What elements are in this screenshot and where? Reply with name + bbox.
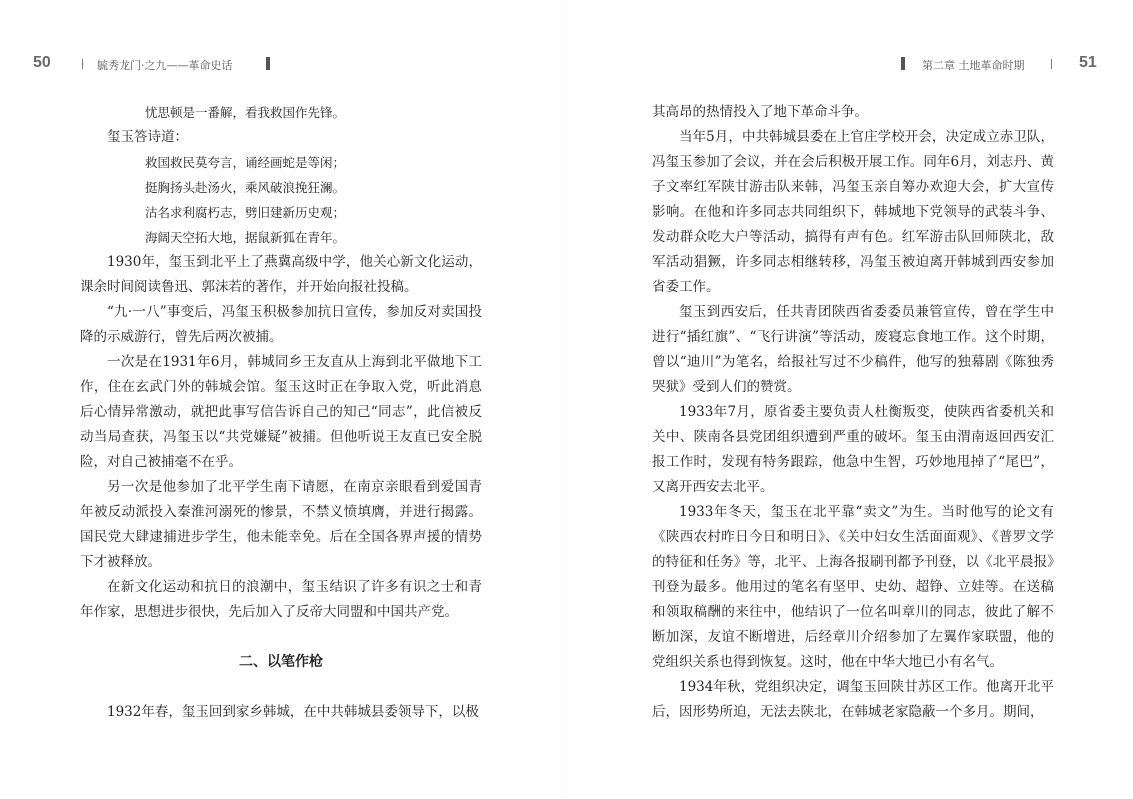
verse-line: 救国救民莫夸言，诵经画蛇是等闲；	[145, 155, 346, 170]
paragraph: 在新文化运动和抗日的浪潮中，玺玉结识了许多有识之士和青年作家，思想进步很快，先后加入了反帝大同盟和中国共产党。	[80, 579, 482, 620]
right-body-text	[652, 100, 1054, 725]
left-page	[0, 0, 566, 799]
paragraph: 1933年冬天，玺玉在北平靠“卖文”为生。当时他写的论文有《陕西农村昨日今日和明日》、《关中妇女生活面面观》、《普罗文学的特征和任务》等，北平、上海各报刷刊都予刊登，以《北平晨报》刊登为最多。他用过的笔名有坚甲、史幼、超铮、立娃等。在送稿和领取稿酬的来往中，他结识了一位名叫章川的同志，彼此了解不断加深，友谊不断增进，后经章川介绍参加了左翼作家联盟，他的党组织关系也得到恢复。这时，他在中华大地已小有名气。	[652, 504, 1054, 670]
header-divider	[82, 59, 83, 69]
paragraph: “九·一八”事变后，冯玺玉积极参加抗日宣传，参加反对卖国投降的示威游行，曾先后两次被捕。	[80, 304, 482, 345]
intro-line: 玺玉答诗道：	[107, 129, 188, 145]
header-marker	[266, 57, 270, 70]
paragraph: 一次是在1931年6月，韩城同乡王友直从上海到北平做地下工作，住在玄武门外的韩城会馆。玺玉这时正在争取入党，听此消息后心情异常激动，就把此事写信告诉自己的知己“同志”，此信被反动当局查获，冯玺玉以“共党嫌疑”被捕。但他听说王友直已安全脱险，对自己被捕毫不在乎。	[80, 354, 482, 470]
paragraph: 1933年7月，原省委主要负责人杜衡叛变，使陕西省委机关和关中、陕南各县党团组织遭到严重的破坏。玺玉由渭南返回西安汇报工作时，发现有特务跟踪，他急中生智，巧妙地甩掉了“尾巴”，又离开西安去北平。	[652, 404, 1054, 495]
page-number: 50	[33, 54, 51, 71]
paragraph: 1934年秋，党组织决定，调玺玉回陕甘苏区工作。他离开北平后，因形势所迫，无法去陕北，在韩城老家隐蔽一个多月。期间，	[652, 679, 1054, 720]
left-body-text	[80, 100, 482, 725]
paragraph: 另一次是他参加了北平学生南下请愿，在南京亲眼看到爱国青年被反动派投入秦淮河溺死的惨景，不禁义愤填膺，并进行揭露。国民党大肆逮捕进步学生，他未能幸免。后在全国各界声援的情势下才被释放。	[80, 479, 482, 570]
verse-line: 忧思顿是一番解，看我救国作先锋。	[145, 105, 346, 120]
verse-line: 海阔天空拓大地，据鼠新狐在青年。	[145, 230, 346, 245]
paragraph: 当年5月，中共韩城县委在上官庄学校开会，决定成立赤卫队，冯玺玉参加了会议，并在会后积极开展工作。同年6月，刘志丹、黄子文率红军陕甘游击队来韩，冯玺玉亲自筹办欢迎大会，扩大宣传影响。在他和许多同志共同组织下，韩城地下党领导的武装斗争、发动群众吃大户等活动，搞得有声有色。红军游击队回师陕北，敌军活动猖獗，许多同志相继转移，冯玺玉被迫离开韩城到西安参加省委工作。	[652, 129, 1054, 295]
header-marker	[901, 57, 905, 70]
paragraph: 玺玉到西安后，任共青团陕西省委委员兼管宣传，曾在学生中进行“插红旗”、“飞行讲演”等活动，废寝忘食地工作。这个时期，曾以“迪川”为笔名，给报社写过不少稿件，他写的独幕剧《陈独秀哭狱》受到人们的赞赏。	[652, 304, 1054, 395]
page-number: 51	[1079, 54, 1097, 71]
verse-line: 挺胸扬头赴汤火，乘风破浪挽狂澜。	[145, 180, 346, 195]
running-header: 毓秀龙门·之九——革命史话	[97, 59, 233, 72]
header-divider	[1051, 59, 1052, 69]
right-page	[567, 0, 1133, 799]
paragraph: 1932年春，玺玉回到家乡韩城，在中共韩城县委领导下，以极	[107, 704, 479, 720]
paragraph: 1930年，玺玉到北平上了燕冀高级中学，他关心新文化运动，课余时间阅读鲁迅、郭沫若的著作，并开始向报社投稿。	[80, 254, 482, 295]
verse-line: 沽名求利腐朽志，劈旧建新历史观；	[145, 205, 346, 220]
section-heading: 二、以笔作枪	[239, 654, 323, 670]
paragraph-continued: 其高昂的热情投入了地下革命斗争。	[652, 104, 868, 120]
running-header: 第二章 土地革命时期	[922, 59, 1025, 72]
